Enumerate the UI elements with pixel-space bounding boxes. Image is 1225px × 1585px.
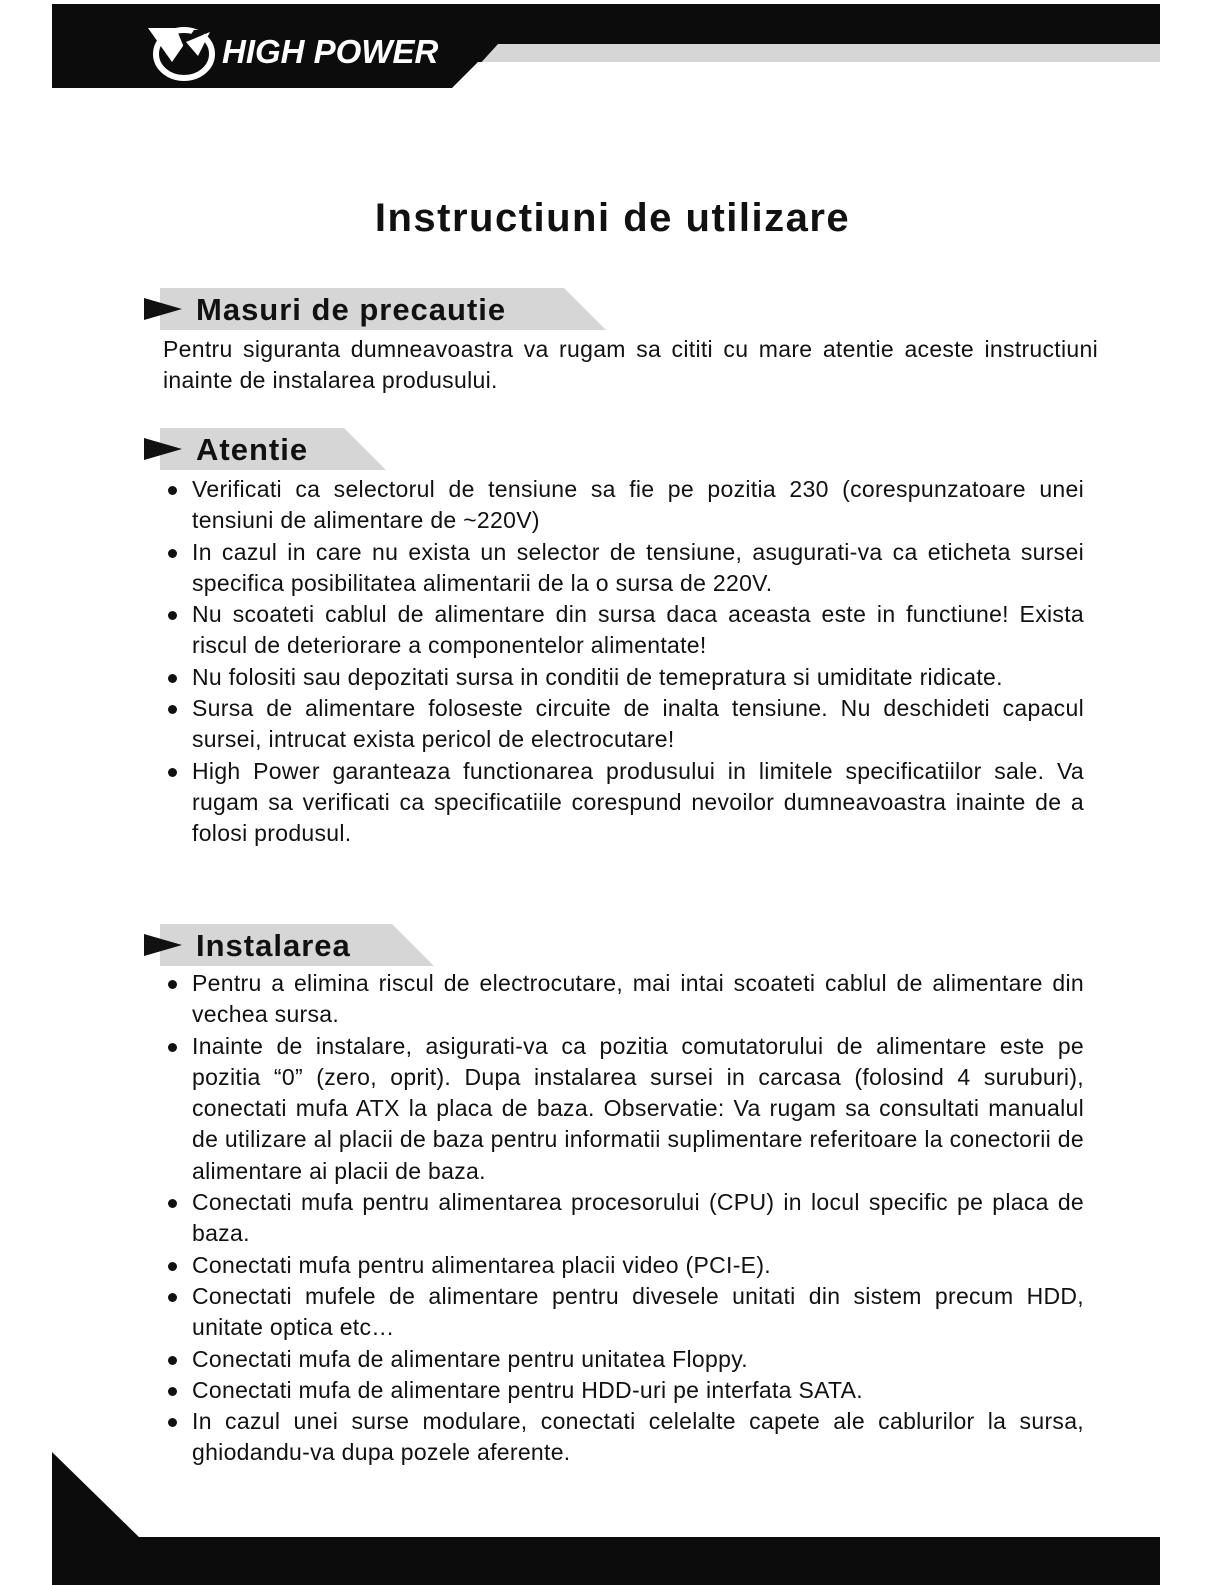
list-item xyxy=(164,474,1084,537)
bullet-icon xyxy=(168,1199,177,1208)
bullet-icon xyxy=(168,1043,177,1052)
list-item-text: High Power garanteaza functionarea produsului in limitele specificatiilor sale. Va rugam sa verificati ca specificatiile corespund nevoilor dumneavoastra inainte de a folosi produsul. xyxy=(192,757,1084,847)
list-item xyxy=(164,1344,1084,1375)
bullet-icon xyxy=(168,1418,177,1427)
list-item-text: Nu folositi sau depozitati sursa in conditii de temepratura si umiditate ridicate. xyxy=(192,663,1003,690)
list-item-text: In cazul unei surse modulare, conectati celelalte capete ale cablurilor la sursa, ghiodandu-va dupa pozele aferente. xyxy=(192,1408,1084,1466)
list-item-text: Conectati mufa pentru alimentarea procesorului (CPU) in locul specific pe placa de baza. xyxy=(192,1189,1084,1247)
list-item-text: Pentru a elimina riscul de electrocutare, mai intai scoateti cablul de alimentare din vechea sursa. xyxy=(192,970,1084,1028)
list-item xyxy=(164,693,1084,756)
section-title: Instalarea xyxy=(196,928,351,963)
footer-corner xyxy=(52,1452,142,1540)
list-item xyxy=(164,1250,1084,1281)
brand-name: HIGH POWER xyxy=(222,33,439,70)
list-item-text: Sursa de alimentare foloseste circuite de inalta tensiune. Nu deschideti capacul sursei, intrucat exista pericol de electrocutare! xyxy=(192,695,1084,753)
list-item xyxy=(164,662,1084,693)
bullet-icon xyxy=(168,768,177,777)
bullet-icon xyxy=(168,1356,177,1365)
footer-band xyxy=(52,1537,1160,1585)
list-item xyxy=(164,1187,1084,1250)
list-item xyxy=(164,968,1084,1031)
bullet-icon xyxy=(168,980,177,989)
list-item-text: In cazul in care nu exista un selector de tensiune, asugurati-va ca eticheta sursei specifica posibilitatea alimentarii de la o sursa de 220V. xyxy=(192,538,1084,596)
list-item xyxy=(164,1031,1084,1187)
page-title: Instructiuni de utilizare xyxy=(374,196,851,240)
bullet-icon xyxy=(168,1262,177,1271)
list-item xyxy=(164,537,1084,600)
section-title: Atentie xyxy=(196,432,309,467)
high-power-logo-icon xyxy=(146,22,220,82)
installation-list xyxy=(164,968,1084,1469)
bullet-icon xyxy=(168,549,177,558)
precautions-paragraph: Pentru siguranta dumneavoastra va rugam sa cititi cu mare atentie aceste instructiuni inainte de instalarea produsului. xyxy=(163,336,1098,394)
bullet-icon xyxy=(168,674,177,683)
bullet-icon xyxy=(168,1293,177,1302)
list-item xyxy=(164,1281,1084,1344)
list-item xyxy=(164,599,1084,662)
list-item-text: Conectati mufa de alimentare pentru HDD-uri pe interfata SATA. xyxy=(192,1376,863,1403)
section-title: Masuri de precautie xyxy=(196,292,507,327)
list-item-text: Conectati mufele de alimentare pentru divesele unitati din sistem precum HDD, unitate optica etc… xyxy=(192,1282,1084,1341)
bullet-icon xyxy=(168,705,177,714)
bullet-icon xyxy=(168,611,177,620)
bullet-icon xyxy=(168,1387,177,1396)
header-accent-white xyxy=(452,62,1160,88)
list-item-text: Verificati ca selectorul de tensiune sa fie pe pozitia 230 (corespunzatoare unei tensiuni de alimentare de ~220V) xyxy=(192,476,1084,534)
list-item xyxy=(164,1375,1084,1406)
list-item-text: Conectati mufa de alimentare pentru unitatea Floppy. xyxy=(192,1345,748,1372)
list-item xyxy=(164,1406,1084,1469)
list-item-text: Conectati mufa pentru alimentarea placii video (PCI-E). xyxy=(192,1251,771,1278)
list-item xyxy=(164,756,1084,850)
list-item-text: Inainte de instalare, asigurati-va ca pozitia comutatorului de alimentare este pe pozitia “0” (zero, oprit). Dupa instalarea sursei in carcasa (folosind 4 suruburi), conectati mufa ATX la placa de baza. Observatie: Va rugam sa consultati manualul de utilizare al placii de baza pentru informatii suplimentare referitoare la conectorii de alimentare ai placii de baza. xyxy=(192,1032,1084,1184)
list-item-text: Nu scoateti cablul de alimentare din sursa daca aceasta este in functiune! Exista riscul de deteriorare a componentelor alimentate! xyxy=(192,601,1084,659)
attention-list xyxy=(164,474,1084,850)
bullet-icon xyxy=(168,486,177,495)
